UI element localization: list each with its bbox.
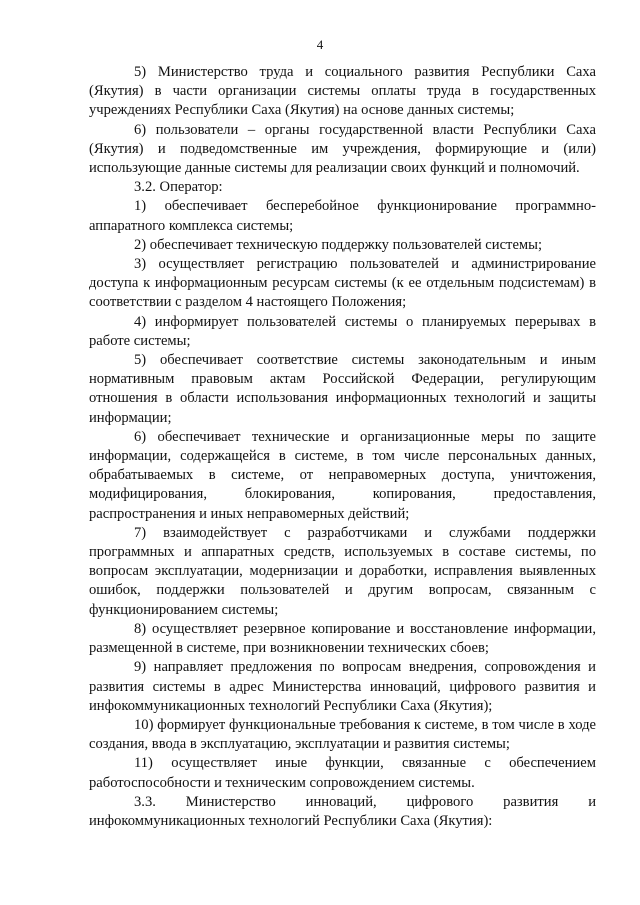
section-heading-ministry-innovation: 3.3. Министерство инноваций, цифрового развития и инфокоммуникационных технологий Республики Саха (Якутия): [89,793,596,829]
operator-duty-7: 7) взаимодействует с разработчиками и службами поддержки программных и аппаратных средств, используемых в составе системы, по вопросам эксплуатации, модернизации и доработки, исправления выявленных ошибок, поддержки пользователей и другим вопросам, связанным с функционированием системы; [89,524,596,618]
operator-duty-1: 1) обеспечивает бесперебойное функционирование программно-аппаратного комплекса системы; [89,198,596,234]
operator-duty-6: 6) обеспечивает технические и организационные меры по защите информации, содержащейся в системе, в том числе персональных данных, обрабатываемых в системе, от неправомерных доступа, уничтожения, модифицирования, блокирования, копирования, предоставления, распространения и иных неправомерных действий; [89,428,596,522]
operator-duty-9: 9) направляет предложения по вопросам внедрения, сопровождения и развития системы в адрес Министерства инноваций, цифрового развития и инфокоммуникационных технологий Республики Саха (Якутия); [89,659,596,714]
operator-duty-11: 11) осуществляет иные функции, связанные с обеспечением работоспособности и техническим сопровождением системы. [89,755,596,791]
paragraph-ministry-labor: 5) Министерство труда и социального развития Республики Саха (Якутия) в части организации системы оплаты труда в государственных учреждениях Республики Саха (Якутия) на основе данных системы; [89,64,596,119]
operator-duty-8: 8) осуществляет резервное копирование и восстановление информации, размещенной в системе, при возникновении технических сбоев; [89,620,596,657]
operator-duty-2: 2) обеспечивает техническую поддержку пользователей системы; [134,236,543,253]
section-heading-operator: 3.2. Оператор: [134,179,223,196]
document-body [89,63,596,831]
operator-duty-4: 4) информирует пользователей системы о планируемых перерывах в работе системы; [89,313,596,349]
operator-duty-10: 10) формирует функциональные требования к системе, в том числе в ходе создания, ввода в эксплуатацию, эксплуатации и развития системы; [89,716,596,753]
operator-duty-5: 5) обеспечивает соответствие системы законодательным и иным нормативным правовым актам Российской Федерации, регулирующим отношения в области использования информационных технологий и защиты информации; [89,352,596,426]
operator-duty-3: 3) осуществляет регистрацию пользователей и администрирование доступа к информационным ресурсам системы (к ее отдельным подсистемам) в соответствии с разделом 4 настоящего Положения; [89,256,596,311]
page-number: 4 [316,37,324,52]
paragraph-users: 6) пользователи – органы государственной власти Республики Саха (Якутия) и подведомственные им учреждения, формирующие и (или) использующие данные системы для реализации своих функций и полномочий. [89,121,596,177]
